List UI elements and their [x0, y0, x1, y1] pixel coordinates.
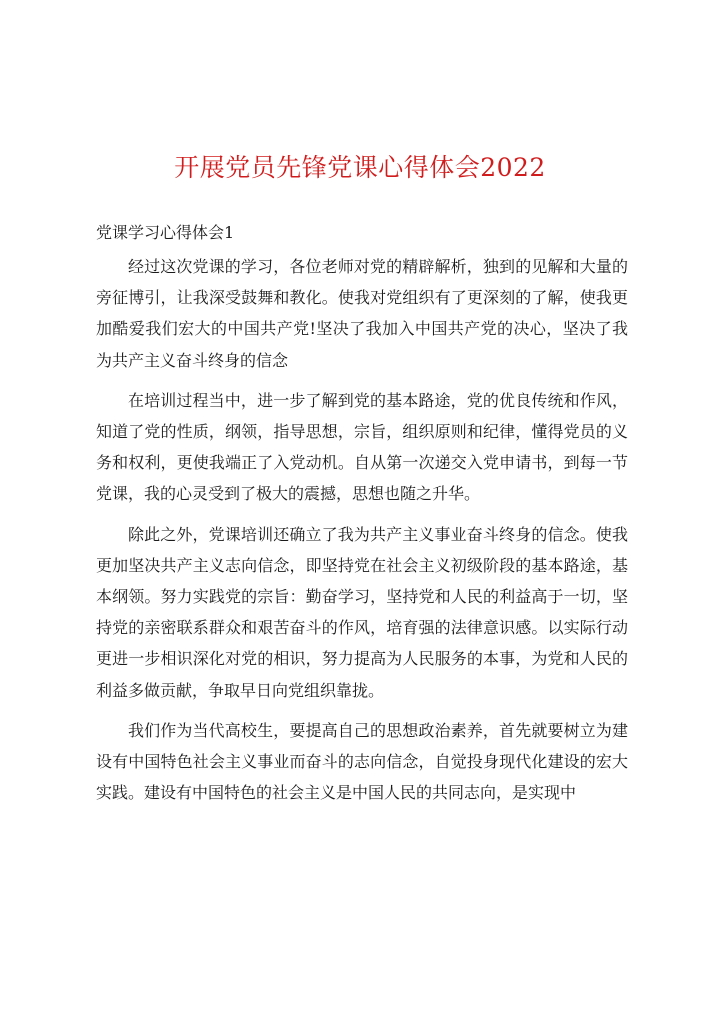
document-body: [96, 251, 628, 817]
paragraph-4: 我们作为当代高校生，要提高自己的思想政治素养，首先就要树立为建设有中国特色社会主义事业而奋斗的志向信念，自觉投身现代化建设的宏大实践。建设有中国特色的社会主义是中国人民的共同志向，是实现中: [96, 720, 628, 803]
paragraph-3: 除此之外，党课培训还确立了我为共产主义事业奋斗终身的信念。使我更加坚决共产主义志向信念，即坚持党在社会主义初级阶段的基本路途，基本纲领。努力实践党的宗旨：勤奋学习，坚持党和人民的利益高于一切，坚持党的亲密联系群众和艰苦奋斗的作风，培育强的法律意识感。以实际行动更进一步相识深化对党的相识，努力提高为人民服务的本事，为党和人民的利益多做贡献，争取早日向党组织靠拢。: [96, 524, 628, 700]
paragraph-2: 在培训过程当中，进一步了解到党的基本路途，党的优良传统和作风，知道了党的性质，纲领，指导思想，宗旨，组织原则和纪律，懂得党员的义务和权利，更使我端正了入党动机。自从第一次递交入党申请书，到每一节党课，我的心灵受到了极大的震撼，思想也随之升华。: [96, 390, 628, 504]
document-title: 开展党员先锋党课心得体会2022: [174, 153, 546, 182]
section-subheading: 党课学习心得体会1: [96, 223, 235, 242]
paragraph-1: 经过这次党课的学习，各位老师对党的精辟解析，独到的见解和大量的旁征博引，让我深受鼓舞和教化。使我对党组织有了更深刻的了解，使我更加酷爱我们宏大的中国共产党!坚决了我加入中国共产党的决心，坚决了我为共产主义奋斗终身的信念: [96, 257, 628, 370]
